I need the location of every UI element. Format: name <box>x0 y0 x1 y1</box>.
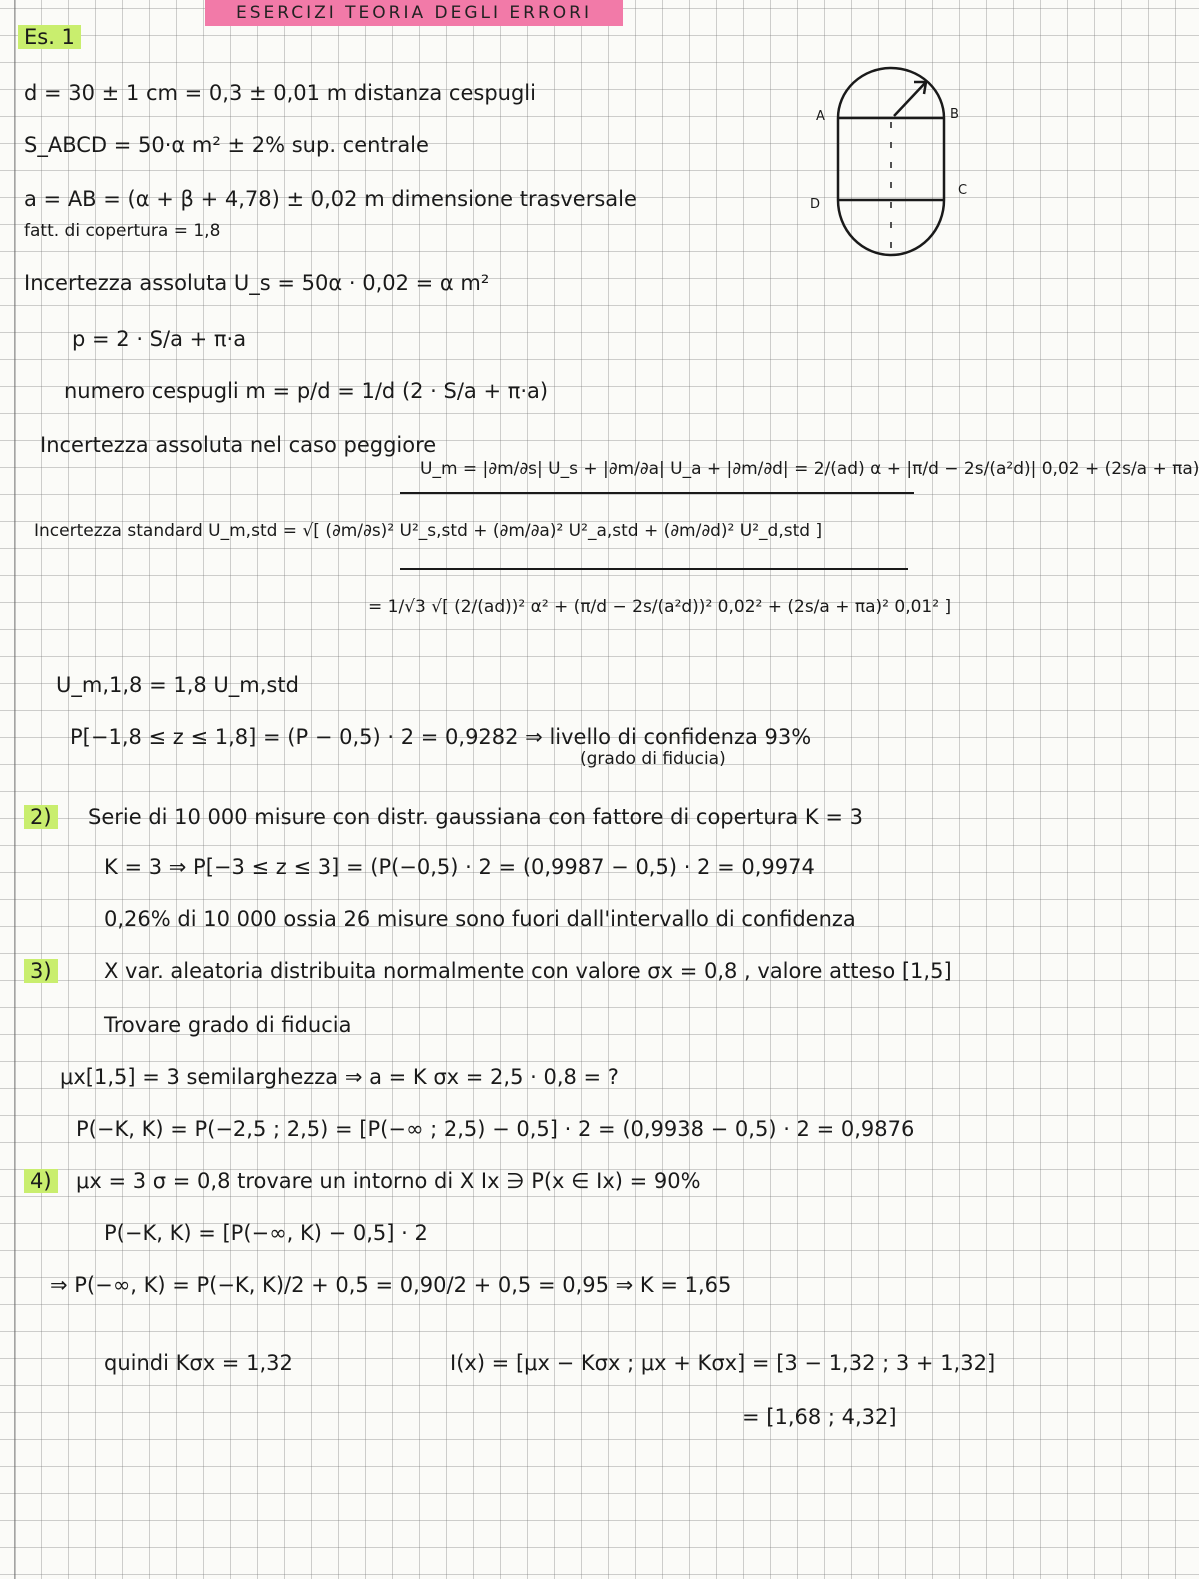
figure-label-b: B <box>950 107 959 122</box>
ex1-line-surface: S_ABCD = 50·α m² ± 2% sup. centrale <box>24 133 429 157</box>
ex1-line-dimension: a = AB = (α + β + 4,78) ± 0,02 m dimensione trasversale <box>24 187 637 211</box>
page-margin-line <box>14 0 16 1579</box>
ex1-line-probability: P[−1,8 ≤ z ≤ 1,8] = (P − 0,5) · 2 = 0,9282 ⇒ livello di confidenza 93% <box>70 725 812 749</box>
ex1-line-standard-expanded: = 1/√3 √[ (2/(ad))² α² + (π/d − 2s/(a²d))² 0,02² + (2s/a + πa)² 0,01² ] <box>368 597 952 617</box>
stadium-figure <box>810 60 980 265</box>
radius-arrow <box>894 82 926 116</box>
ex1-line-expanded: U_m,1,8 = 1,8 U_m,std <box>56 673 299 697</box>
ex2-line-series: Serie di 10 000 misure con distr. gaussiana con fattore di copertura K = 3 <box>88 805 863 829</box>
ex1-line-fiducia: (grado di fiducia) <box>580 749 726 769</box>
ex3-line-variable: X var. aleatoria distribuita normalmente con valore σx = 0,8 , valore atteso [1,5] <box>104 959 952 983</box>
ex4-line-given: μx = 3 σ = 0,8 trovare un intorno di X Ix ∋ P(x ∈ Ix) = 90% <box>76 1169 701 1193</box>
figure-label-c: C <box>958 183 968 198</box>
page-title: ESERCIZI TEORIA DEGLI ERRORI <box>205 0 623 26</box>
ex1-line-standard-uncertainty: Incertezza standard U_m,std = √[ (∂m/∂s)² U²_s,std + (∂m/∂a)² U²_a,std + (∂m/∂d)² U²_d,std ] <box>34 521 823 541</box>
ex1-line-bush-count: numero cespugli m = p/d = 1/d (2 · S/a + π·a) <box>64 379 549 403</box>
ex3-line-halfwidth: μx[1,5] = 3 semilarghezza ⇒ a = K σx = 2,5 · 0,8 = ? <box>60 1065 619 1089</box>
ex1-line-distance: d = 30 ± 1 cm = 0,3 ± 0,01 m distanza cespugli <box>24 81 536 105</box>
ex2-line-k3: K = 3 ⇒ P[−3 ≤ z ≤ 3] = (P(−0,5) · 2 = (0,9987 − 0,5) · 2 = 0,9974 <box>104 855 815 879</box>
ex4-line-result: = [1,68 ; 4,32] <box>742 1405 897 1429</box>
exercise-1-label: Es. 1 <box>18 24 81 50</box>
ex1-line-abs-uncertainty: Incertezza assoluta U_s = 50α · 0,02 = α m² <box>24 271 490 295</box>
ex4-line-interval: I(x) = [μx − Kσx ; μx + Kσx] = [3 − 1,32 ; 3 + 1,32] <box>450 1351 996 1375</box>
ex1-line-coverage: fatt. di copertura = 1,8 <box>24 221 221 241</box>
stadium-top-arc <box>838 68 944 118</box>
ex2-line-outside: 0,26% di 10 000 ossia 26 misure sono fuori dall'intervallo di confidenza <box>104 907 856 931</box>
exercise-4-label: 4) <box>24 1168 58 1194</box>
ex1-line-perimeter: p = 2 · S/a + π·a <box>72 327 247 351</box>
ex4-line-k-sigma: quindi Kσx = 1,32 <box>104 1351 293 1375</box>
ex1-line-worst-case-formula: U_m = |∂m/∂s| U_s + |∂m/∂a| U_a + |∂m/∂d| = 2/(ad) α + |π/d − 2s/(a²d)| 0,02 + (2s/a + πa) <box>420 459 1199 479</box>
sqrt-overline-1 <box>400 492 914 494</box>
exercise-3-label: 3) <box>24 958 58 984</box>
exercise-2-label: 2) <box>24 804 58 830</box>
figure-label-a: A <box>816 109 825 124</box>
ex3-line-probability: P(−K, K) = P(−2,5 ; 2,5) = [P(−∞ ; 2,5) − 0,5] · 2 = (0,9938 − 0,5) · 2 = 0,9876 <box>76 1117 915 1141</box>
sqrt-overline-2 <box>400 568 908 570</box>
ex3-line-find: Trovare grado di fiducia <box>104 1013 352 1037</box>
ex4-line-relation: P(−K, K) = [P(−∞, K) − 0,5] · 2 <box>104 1221 428 1245</box>
ex4-line-solve-k: ⇒ P(−∞, K) = P(−K, K)/2 + 0,5 = 0,90/2 + 0,5 = 0,95 ⇒ K = 1,65 <box>50 1273 732 1297</box>
ex1-line-worst-case-label: Incertezza assoluta nel caso peggiore <box>40 433 437 457</box>
figure-label-d: D <box>810 197 821 212</box>
